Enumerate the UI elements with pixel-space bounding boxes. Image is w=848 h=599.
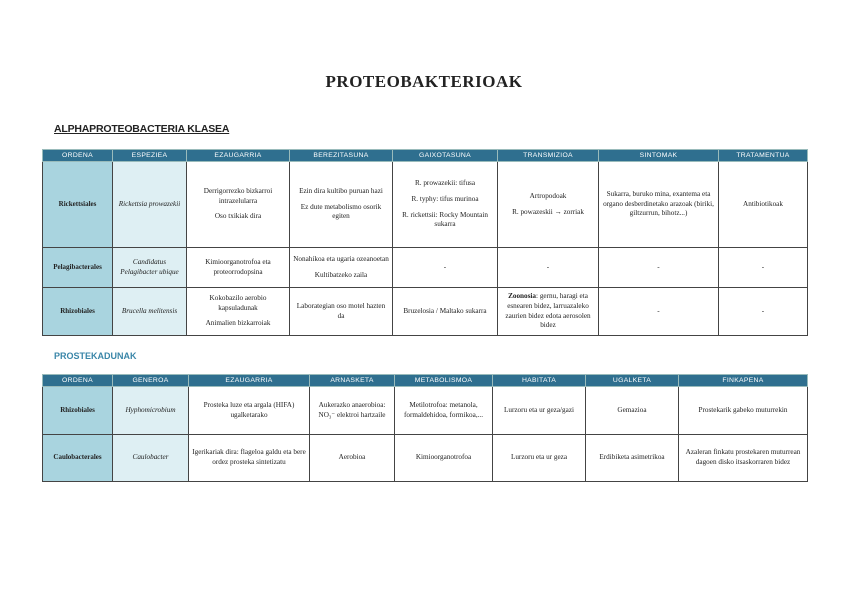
cell-line: Bruzelosia / Maltako sukarra <box>403 306 487 315</box>
table-row <box>43 387 808 435</box>
gaixotasuna-cell <box>393 288 498 336</box>
cell-line: Ez dute metabolismo osorik egiten <box>300 202 382 221</box>
ugalketa-cell: Gemazioa <box>586 387 679 435</box>
cell-line: Kimioorganotrofoa eta proteorrodopsina <box>205 257 271 276</box>
column-header: GENEROA <box>113 375 189 387</box>
cell-line: Oso txikiak dira <box>214 212 262 221</box>
gaixotasuna-cell <box>393 248 498 288</box>
espeziea-cell: Candidatus Pelagibacter ubique <box>113 248 187 288</box>
ezaugarria-cell <box>187 162 290 248</box>
column-header: SINTOMAK <box>599 150 719 162</box>
ugalketa-cell: Erdibiketa asimetrikoa <box>586 435 679 482</box>
finkapena-cell: Azaleran finkatu prostekaren muturrean dagoen disko itsaskorraren bidez <box>679 435 808 482</box>
habitata-cell: Lurzoru eta ur geza/gazi <box>493 387 586 435</box>
cell-line: Kokobazilo aerobio kapsuladunak <box>209 293 267 312</box>
espeziea-cell: Rickettsia prowazekii <box>113 162 187 248</box>
finkapena-cell: Prostekarik gabeko muturrekin <box>679 387 808 435</box>
transmizioa-cell <box>498 162 599 248</box>
arnasketa-cell: Aukerazko anaerobioa: NO₃⁻ elektroi hartzaile <box>310 387 395 435</box>
cell-line: - <box>443 262 447 271</box>
cell-line: Laborategian oso motel hazten da <box>296 301 386 320</box>
section-heading-prostekadunak: PROSTEKADUNAK <box>54 351 137 361</box>
generoa-cell: Hyphomicrobium <box>113 387 189 435</box>
ezaugarria-cell: Prosteka luze eta argala (HIFA) ugalketarako <box>189 387 310 435</box>
column-header: TRANSMIZIOA <box>498 150 599 162</box>
column-header: UGALKETA <box>586 375 679 387</box>
column-header: EZAUGARRIA <box>187 150 290 162</box>
gaixotasuna-cell <box>393 162 498 248</box>
column-header: BEREZITASUNA <box>290 150 393 162</box>
tratamentua-cell: - <box>719 248 808 288</box>
ordena-cell: Rickettsiales <box>43 162 113 248</box>
berezitasuna-cell <box>290 248 393 288</box>
page-title: PROTEOBAKTERIOAK <box>325 72 523 91</box>
cell-line: R. powazeskii → zorriak <box>512 207 584 216</box>
ordena-cell: Rhizobiales <box>43 288 113 336</box>
column-header: ARNASKETA <box>310 375 395 387</box>
cell-line: R. prowazekii: tifusa <box>414 179 476 188</box>
cell-line: Nonahikoa eta ugaria ozeanoetan <box>293 254 389 263</box>
column-header: ORDENA <box>43 375 113 387</box>
cell-line: Derrigorrezko bizkarroi intrazelularra <box>203 186 273 205</box>
ezaugarria-cell <box>187 248 290 288</box>
transmizioa-cell <box>498 288 599 336</box>
espeziea-cell: Brucella melitensis <box>113 288 187 336</box>
cell-line: R. rickettsii: Rocky Mountain sukarra <box>402 210 488 229</box>
column-header: ESPEZIEA <box>113 150 187 162</box>
ezaugarria-cell <box>187 288 290 336</box>
table-row <box>43 288 808 336</box>
ordena-cell: Caulobacterales <box>43 435 113 482</box>
transmizioa-text: : gernu, haragi eta esnearen bidez, larruazaleko zaurien bidez edota aerosolen bidez <box>505 292 591 330</box>
sintomak-cell: - <box>599 288 719 336</box>
cell-line: Artropodoak <box>529 191 567 200</box>
zoonosia-label: Zoonosia <box>508 292 537 301</box>
table-row <box>43 435 808 482</box>
column-header: EZAUGARRIA <box>189 375 310 387</box>
cell-line: Animalien bizkarroiak <box>205 319 271 328</box>
berezitasuna-cell <box>290 162 393 248</box>
ordena-cell: Rhizobiales <box>43 387 113 435</box>
cell-line: - <box>546 262 550 271</box>
table-header-row <box>43 150 808 162</box>
alphaproteobacteria-table <box>42 149 808 336</box>
cell-line: Kultibatzeko zaila <box>314 270 368 279</box>
column-header: METABOLISMOA <box>395 375 493 387</box>
generoa-cell: Caulobacter <box>113 435 189 482</box>
sintomak-cell: - <box>599 248 719 288</box>
cell-line: Ezin dira kultibo puruan hazi <box>299 186 383 195</box>
tratamentua-cell: - <box>719 288 808 336</box>
prostekadunak-table <box>42 374 808 482</box>
table-row <box>43 248 808 288</box>
metabolismoa-cell: Metilotrofoa: metanola, formaldehidoa, formikoa,... <box>395 387 493 435</box>
ezaugarria-cell: Igerikariak dira: flageloa galdu eta bere ordez prosteka sintetizatu <box>189 435 310 482</box>
column-header: GAIXOTASUNA <box>393 150 498 162</box>
berezitasuna-cell <box>290 288 393 336</box>
habitata-cell: Lurzoru eta ur geza <box>493 435 586 482</box>
transmizioa-cell <box>498 248 599 288</box>
column-header: TRATAMENTUA <box>719 150 808 162</box>
column-header: FINKAPENA <box>679 375 808 387</box>
arnasketa-cell: Aerobioa <box>310 435 395 482</box>
ordena-cell: Pelagibacterales <box>43 248 113 288</box>
cell-line: R. typhy: tifus murinoa <box>411 194 479 203</box>
section-heading-alphaproteobacteria: ALPHAPROTEOBACTERIA KLASEA <box>54 123 230 135</box>
column-header: ORDENA <box>43 150 113 162</box>
tratamentua-cell: Antibiotikoak <box>719 162 808 248</box>
sintomak-cell: Sukarra, buruko mina, exantema eta organo desberdinetako arazoak (biriki, giltzurrun, bihotz...) <box>599 162 719 248</box>
table-header-row <box>43 375 808 387</box>
table-row <box>43 162 808 248</box>
metabolismoa-cell: Kimioorganotrofoa <box>395 435 493 482</box>
column-header: HABITATA <box>493 375 586 387</box>
